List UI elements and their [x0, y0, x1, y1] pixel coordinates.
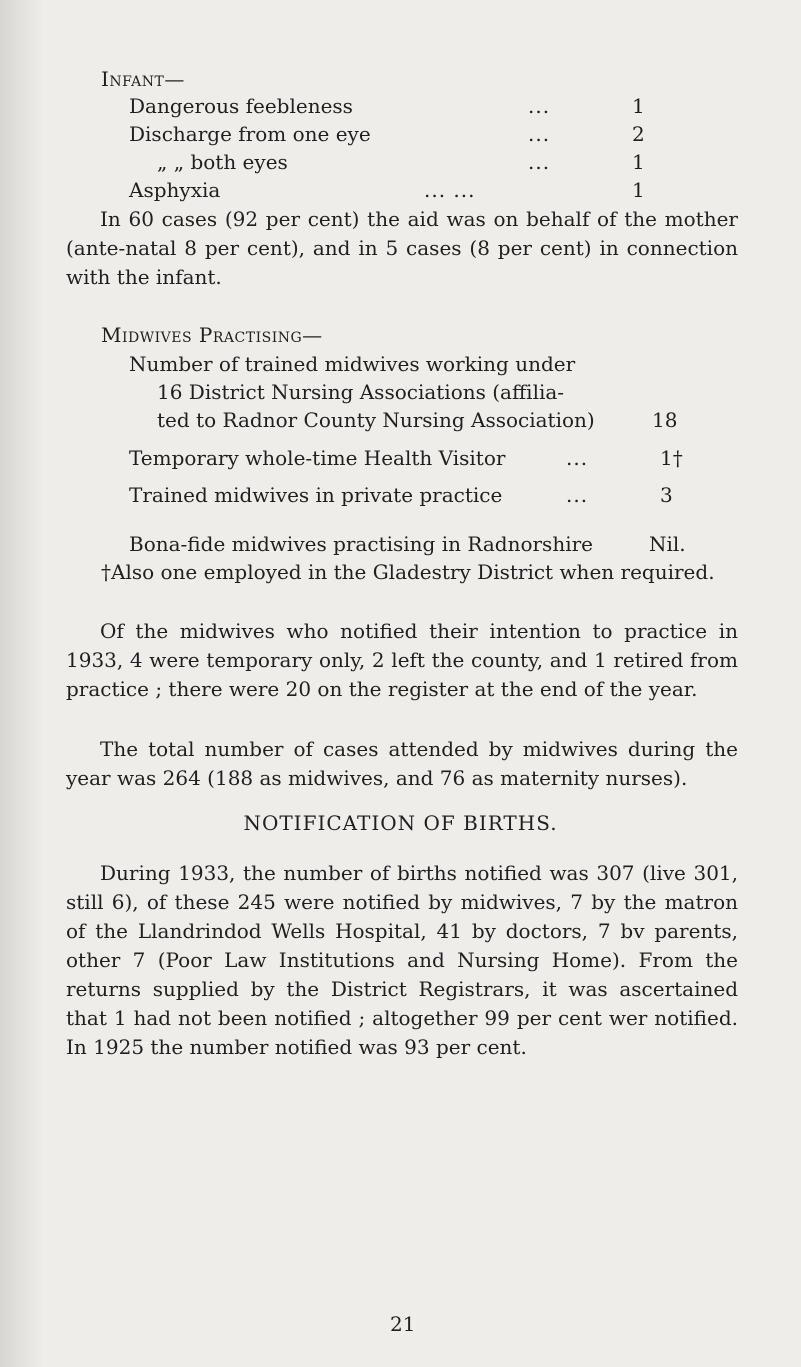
- infant-heading: Infant—: [101, 67, 185, 91]
- midwives-number-value: 18: [652, 408, 678, 432]
- midwives-number-label-line: ted to Radnor County Nursing Association): [157, 408, 595, 432]
- bonafide-value: Nil.: [649, 532, 686, 556]
- temporary-visitor-label: Temporary whole-time Health Visitor: [129, 446, 506, 470]
- infant-row-dots: ...: [528, 150, 551, 174]
- midwives-number-label-line: Number of trained midwives working under: [129, 352, 576, 376]
- footnote: †Also one employed in the Gladestry District when required.: [101, 560, 715, 584]
- infant-paragraph: In 60 cases (92 per cent) the aid was on behalf of the mother (ante-natal 8 per cent), and in 5 cases (8 per cent) in connection with the infant.: [66, 207, 738, 289]
- infant-row-label: Dangerous feebleness: [129, 94, 353, 118]
- cases-paragraph: The total number of cases attended by midwives during the year was 264 (188 as midwives, and 76 as maternity nurses).: [66, 737, 738, 790]
- page-edge-shadow: [0, 0, 44, 1367]
- midwives-paragraph: Of the midwives who notified their intention to practice in 1933, 4 were temporary only, 2 left the county, and 1 retired from practice ; there were 20 on the register at the end of the year.: [66, 619, 738, 701]
- private-practice-label: Trained midwives in private practice: [129, 483, 503, 507]
- infant-row-dots: ...: [528, 122, 551, 146]
- infant-row-dots: ...: [528, 94, 551, 118]
- infant-row-label: Asphyxia: [129, 178, 221, 202]
- infant-row-value: 1: [632, 94, 645, 118]
- infant-row-value: 2: [632, 122, 645, 146]
- bonafide-label: Bona-fide midwives practising in Radnorshire: [129, 532, 593, 556]
- temporary-visitor-dots: ...: [566, 446, 589, 470]
- page-number: 21: [390, 1312, 416, 1336]
- infant-row-value: 1: [632, 150, 645, 174]
- midwives-number-label-line: 16 District Nursing Associations (affilia-: [157, 380, 565, 404]
- private-practice-dots: ...: [566, 483, 589, 507]
- temporary-visitor-value: 1†: [660, 446, 683, 470]
- notification-paragraph: During 1933, the number of births notified was 307 (live 301, still 6), of these 245 were notified by midwives, 7 by the matron of the Llandrindod Wells Hospital, 41 by doctors, 7 bv parents, other 7 (Poor Law Institutions and Nursing Home). From the returns supplied by the District Registrars, it was ascertained that 1 had not been notified ; altogether 99 per cent wer notified. In 1925 the number notified was 93 per cent.: [66, 861, 738, 1059]
- infant-row-label: Discharge from one eye: [129, 122, 371, 146]
- infant-row-value: 1: [632, 178, 645, 202]
- midwives-heading: Midwives Practising—: [101, 323, 323, 347]
- private-practice-value: 3: [660, 483, 673, 507]
- section-heading: NOTIFICATION OF BIRTHS.: [243, 811, 558, 835]
- infant-row-label: „ „ both eyes: [157, 150, 288, 174]
- infant-row-dots: ... ...: [424, 178, 476, 202]
